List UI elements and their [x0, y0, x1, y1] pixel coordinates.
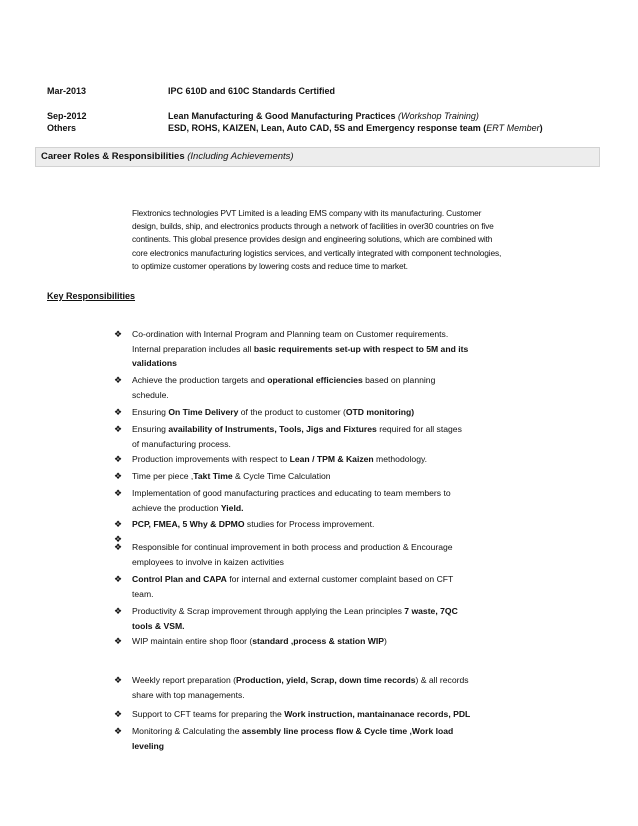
responsibility-text — [132, 707, 562, 722]
responsibility-bold-text: Work instruction, mantainanace records, PDL — [284, 709, 471, 719]
responsibility-text-run: WIP maintain entire shop floor ( — [132, 636, 253, 646]
responsibility-text — [132, 422, 562, 451]
responsibility-line — [132, 422, 562, 437]
certification-date: Sep-2012 — [47, 111, 87, 121]
section-title-note: (Including Achievements) — [187, 151, 294, 162]
responsibility-line — [132, 673, 562, 688]
responsibility-line — [132, 587, 562, 602]
responsibility-text-run: ) & all records — [415, 675, 469, 685]
certification-date: Mar-2013 — [47, 86, 87, 96]
responsibility-line — [132, 707, 562, 722]
responsibility-line — [132, 688, 562, 703]
responsibility-text — [132, 673, 562, 702]
intro-line: continents. This global presence provides design and engineering solutions, which are combined with — [132, 234, 493, 245]
responsibility-text-run: & Cycle Time Calculation — [232, 471, 331, 481]
certification-text: ESD, ROHS, KAIZEN, Lean, Auto CAD, 5S and Emergency response team (ERT Member) — [168, 123, 543, 133]
responsibility-text — [132, 452, 562, 467]
responsibility-text-run: for internal and external customer complaint based on CFT — [226, 574, 454, 584]
responsibility-line — [132, 373, 562, 388]
responsibility-line — [132, 388, 562, 403]
section-title: Career Roles & Responsibilities (Including Achievements) — [41, 151, 294, 162]
responsibility-text-run: required for all stages — [376, 424, 462, 434]
responsibility-text — [132, 517, 562, 532]
bullet-diamond-icon: ❖ — [114, 709, 123, 719]
bullet-diamond-icon: ❖ — [114, 726, 123, 736]
responsibility-text-run: based on planning — [362, 375, 436, 385]
bullet-diamond-icon: ❖ — [114, 542, 123, 552]
responsibility-text-run: Weekly report preparation ( — [132, 675, 236, 685]
certification-note: ERT Member — [486, 123, 540, 133]
certification-note: (Workshop Training) — [398, 111, 479, 121]
responsibility-text — [132, 604, 562, 633]
bullet-diamond-icon: ❖ — [114, 424, 123, 434]
certification-text: Lean Manufacturing & Good Manufacturing Practices (Workshop Training) — [168, 111, 479, 121]
responsibility-line — [132, 356, 562, 371]
responsibility-line — [132, 486, 562, 501]
bullet-diamond-icon: ❖ — [114, 606, 123, 616]
responsibility-line — [132, 604, 562, 619]
responsibility-bold-text: Yield. — [220, 502, 244, 513]
responsibility-text-run: Achieve the production targets and — [132, 375, 268, 385]
intro-line: design, builds, ship, and electronics products through a network of facilities in over30 countries on five — [132, 221, 494, 232]
responsibility-line — [132, 517, 562, 532]
responsibility-text-run: schedule. — [132, 389, 169, 400]
responsibility-line — [132, 327, 562, 342]
certification-text: IPC 610D and 610C Standards Certified — [168, 86, 336, 96]
responsibility-bold-text: availability of Instruments, Tools, Jigs and Fixtures — [168, 424, 377, 434]
responsibility-bold-text: Production, yield, Scrap, down time records — [235, 675, 416, 685]
responsibility-text-run: achieve the production — [132, 502, 221, 513]
responsibility-line — [132, 739, 562, 754]
intro-line: Flextronics technologies PVT Limited is a leading EMS company with its manufacturing. Customer — [132, 208, 482, 218]
responsibility-text-run: Productivity & Scrap improvement through applying the Lean principles — [132, 606, 405, 616]
responsibility-text-run: Ensuring — [132, 407, 169, 417]
responsibility-text-run: studies for Process improvement. — [244, 519, 375, 529]
responsibility-text-run: Production improvements with respect to — [132, 454, 290, 464]
responsibility-text-run: Time per piece , — [132, 471, 194, 481]
responsibility-line — [132, 469, 562, 484]
responsibility-bold-text: leveling — [132, 740, 164, 751]
bullet-diamond-icon: ❖ — [114, 488, 123, 498]
responsibility-bold-text: On Time Delivery — [168, 407, 239, 417]
responsibility-text-run: Internal preparation includes all — [132, 343, 254, 354]
responsibility-line — [132, 452, 562, 467]
responsibility-text-run: team. — [132, 588, 154, 599]
responsibility-line — [132, 634, 562, 649]
responsibility-line — [132, 342, 562, 357]
responsibility-bold-text: Takt Time — [193, 471, 233, 481]
bullet-diamond-icon: ❖ — [114, 471, 123, 481]
bullet-diamond-icon: ❖ — [114, 375, 123, 385]
responsibility-text-run: Implementation of good manufacturing practices and educating to team members to — [132, 488, 451, 498]
responsibility-bold-text: PCP, FMEA, 5 Why & DPMO — [132, 519, 245, 529]
responsibility-line — [132, 724, 562, 739]
responsibility-text-run: share with top managements. — [132, 689, 245, 700]
responsibility-text — [132, 572, 562, 601]
responsibility-text-run: employees to involve in kaizen activities — [132, 556, 284, 567]
bullet-diamond-icon: ❖ — [114, 454, 123, 464]
bullet-diamond-icon: ❖ — [114, 407, 123, 417]
responsibility-bold-text: Lean / TPM & Kaizen — [289, 454, 374, 464]
key-responsibilities-heading: Key Responsibilities — [47, 291, 136, 301]
responsibility-bold-text: Control Plan and CAPA — [132, 574, 227, 584]
responsibility-text-run: Ensuring — [132, 424, 169, 434]
bullet-diamond-icon: ❖ — [114, 636, 123, 646]
responsibility-text-run: Co-ordination with Internal Program and Planning team on Customer requirements. — [132, 329, 449, 339]
responsibility-text-run: ) — [384, 636, 387, 646]
responsibility-text-run: of the product to customer ( — [238, 407, 346, 417]
responsibility-line — [132, 572, 562, 587]
responsibility-line — [132, 619, 562, 634]
responsibility-bold-text: assembly line process flow & Cycle time ,Work load — [241, 726, 454, 736]
responsibility-line — [132, 405, 562, 420]
intro-line: to optimize customer operations by lowering costs and reduce time to market. — [132, 260, 408, 271]
responsibility-bold-text: 7 waste, 7QC — [404, 606, 458, 616]
bullet-diamond-icon: ❖ — [114, 675, 123, 685]
responsibility-text — [132, 469, 562, 484]
bullet-diamond-icon: ❖ — [114, 329, 123, 339]
responsibility-bold-text: OTD monitoring) — [345, 407, 415, 417]
responsibility-text — [132, 540, 562, 569]
responsibility-text — [132, 486, 562, 515]
responsibility-bold-text: validations — [132, 358, 177, 368]
responsibility-text-run: of manufacturing process. — [132, 438, 231, 449]
company-intro-paragraph — [132, 207, 562, 273]
responsibility-text — [132, 405, 562, 420]
responsibility-text — [132, 327, 562, 371]
responsibility-line — [132, 540, 562, 555]
responsibility-bold-text: tools & VSM. — [132, 620, 185, 631]
responsibility-text-run: Monitoring & Calculating the — [132, 726, 242, 736]
certification-date: Others — [47, 123, 77, 133]
responsibility-text — [132, 373, 562, 402]
section-header-bar — [35, 147, 600, 167]
responsibility-text-run: Support to CFT teams for preparing the — [132, 709, 285, 719]
bullet-diamond-icon: ❖ — [114, 519, 123, 529]
responsibility-text — [132, 634, 562, 649]
responsibility-bold-text: operational efficiencies — [267, 375, 363, 385]
responsibility-bold-text: standard ,process & station WIP — [252, 636, 385, 646]
bullet-diamond-icon: ❖ — [114, 574, 123, 584]
intro-line: core electronics manufacturing logistics services, and vertically integrated with component technologies, — [132, 247, 502, 258]
responsibility-text — [132, 724, 562, 753]
responsibility-bold-text: basic requirements set-up with respect to 5M and its — [253, 343, 469, 354]
responsibility-line — [132, 501, 562, 516]
responsibility-text-run: Responsible for continual improvement in both process and production & Encourage — [132, 542, 453, 552]
responsibility-text-run: methodology. — [373, 454, 428, 464]
responsibility-line — [132, 555, 562, 570]
responsibility-line — [132, 437, 562, 452]
bullet-diamond-icon: ❖ — [114, 534, 123, 544]
